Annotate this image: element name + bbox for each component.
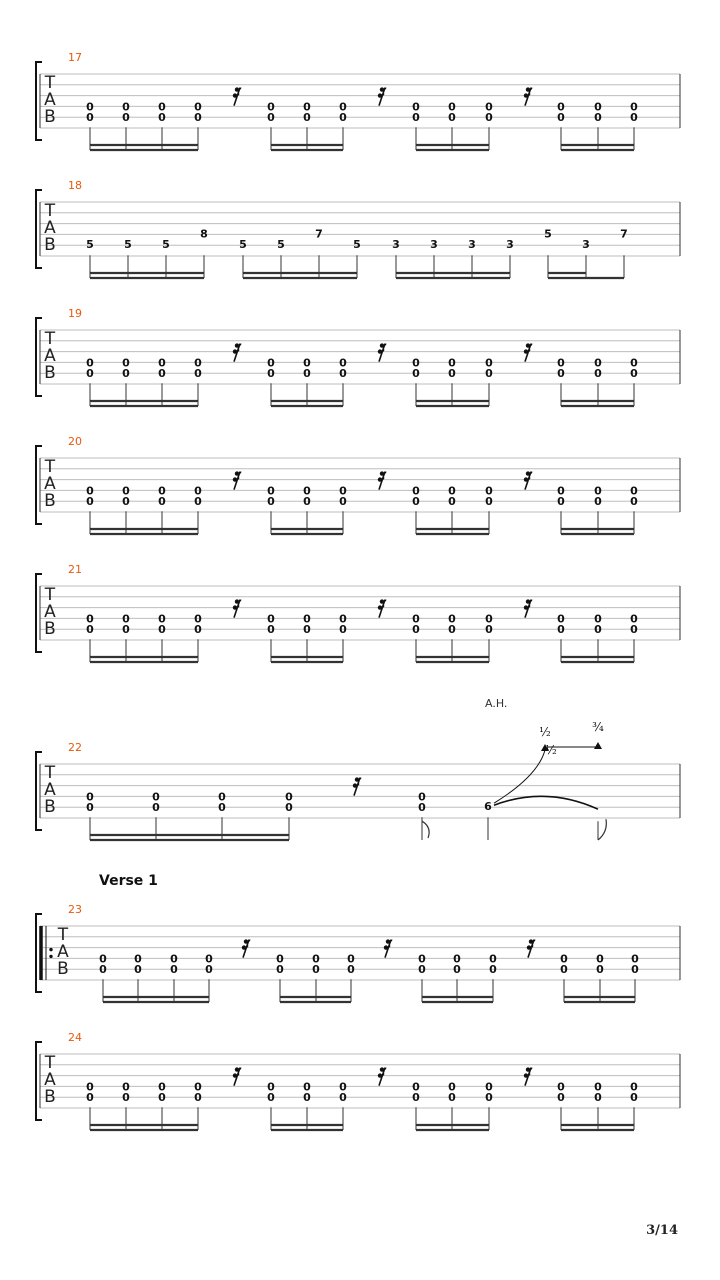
fret-number: 0	[485, 356, 493, 370]
tab-clef-letter: B	[44, 363, 56, 383]
repeat-dot	[49, 955, 52, 958]
fret-number: 0	[631, 952, 639, 966]
fret-number: 0	[594, 623, 602, 637]
fret-number: 5	[162, 238, 170, 252]
tab-system-17	[36, 51, 680, 150]
fret-number: 0	[303, 111, 311, 125]
fret-number: 0	[489, 952, 497, 966]
fret-number: 0	[557, 484, 565, 498]
fret-number: 0	[205, 952, 213, 966]
fret-number: 0	[594, 612, 602, 626]
fret-number: 0	[99, 952, 107, 966]
fret-number: 0	[448, 1091, 456, 1105]
tab-clef-letter: T	[44, 763, 56, 783]
fret-number: 0	[339, 367, 347, 381]
fret-number: 0	[122, 367, 130, 381]
fret-number: 0	[557, 495, 565, 509]
tab-clef-letter: B	[57, 959, 69, 979]
fret-number: 0	[158, 356, 166, 370]
fret-number: 0	[418, 963, 426, 977]
fret-number: 0	[303, 367, 311, 381]
fret-number: 0	[122, 111, 130, 125]
bend-amount-three-quarter: ¾	[592, 720, 604, 734]
tab-clef-letter: B	[44, 107, 56, 127]
fret-number: 0	[630, 1091, 638, 1105]
fret-number: 0	[303, 100, 311, 114]
fret-number: 3	[392, 238, 400, 252]
fret-number: 0	[412, 623, 420, 637]
fret-number: 3	[468, 238, 476, 252]
tab-clef-letter: B	[44, 797, 56, 817]
fret-number: 0	[557, 356, 565, 370]
sixteenth-rest	[233, 87, 241, 105]
fret-number: 0	[630, 367, 638, 381]
fret-number: 0	[557, 367, 565, 381]
fret-number: 0	[630, 100, 638, 114]
fret-number: 0	[122, 623, 130, 637]
measure-number: 23	[68, 903, 82, 916]
fret-number: 0	[276, 963, 284, 977]
bend-release-half: ½	[545, 743, 557, 757]
tab-system-22	[36, 697, 680, 840]
tab-clef-letter: T	[44, 457, 56, 477]
fret-number: 0	[303, 495, 311, 509]
fret-number: 6	[484, 800, 492, 814]
fret-number: 0	[194, 1080, 202, 1094]
fret-number: 0	[158, 100, 166, 114]
fret-number: 0	[122, 612, 130, 626]
fret-number: 7	[620, 227, 628, 241]
fret-number: 0	[267, 100, 275, 114]
sixteenth-rest	[233, 471, 241, 489]
fret-number: 0	[267, 612, 275, 626]
fret-number: 0	[631, 963, 639, 977]
fret-number: 0	[485, 1091, 493, 1105]
fret-number: 0	[412, 1091, 420, 1105]
fret-number: 0	[158, 1091, 166, 1105]
fret-number: 0	[339, 623, 347, 637]
fret-number: 0	[194, 100, 202, 114]
note-flag	[598, 819, 606, 840]
tab-clef-letter: A	[44, 90, 56, 110]
tab-clef-letter: A	[57, 942, 69, 962]
fret-number: 0	[312, 963, 320, 977]
tab-system-18	[36, 179, 680, 278]
fret-number: 0	[267, 356, 275, 370]
tab-clef-letter: A	[44, 346, 56, 366]
tab-clef-letter: A	[44, 474, 56, 494]
tab-clef-letter: T	[57, 925, 69, 945]
fret-number: 5	[353, 238, 361, 252]
fret-number: 0	[485, 1080, 493, 1094]
fret-number: 0	[557, 1091, 565, 1105]
fret-number: 0	[170, 963, 178, 977]
fret-number: 0	[205, 963, 213, 977]
fret-number: 8	[200, 227, 208, 241]
fret-number: 0	[86, 623, 94, 637]
fret-number: 0	[86, 1091, 94, 1105]
fret-number: 0	[194, 484, 202, 498]
fret-number: 0	[594, 1080, 602, 1094]
fret-number: 0	[303, 484, 311, 498]
fret-number: 3	[506, 238, 514, 252]
fret-number: 0	[448, 100, 456, 114]
measure-number: 17	[68, 51, 82, 64]
tab-clef-letter: A	[44, 1070, 56, 1090]
fret-number: 3	[582, 238, 590, 252]
fret-number: 5	[124, 238, 132, 252]
fret-number: 0	[594, 100, 602, 114]
fret-number: 0	[557, 100, 565, 114]
fret-number: 0	[194, 1091, 202, 1105]
measure-number: 18	[68, 179, 82, 192]
fret-number: 0	[86, 356, 94, 370]
harmonic-label: A.H.	[485, 697, 508, 710]
tab-clef-letter: T	[44, 201, 56, 221]
fret-number: 0	[339, 612, 347, 626]
fret-number: 0	[630, 484, 638, 498]
tab-clef-letter: A	[44, 602, 56, 622]
fret-number: 0	[448, 612, 456, 626]
sixteenth-rest	[378, 343, 386, 361]
fret-number: 0	[339, 356, 347, 370]
fret-number: 0	[557, 623, 565, 637]
fret-number: 0	[485, 484, 493, 498]
fret-number: 0	[412, 612, 420, 626]
fret-number: 0	[122, 1091, 130, 1105]
note-flag	[422, 821, 429, 838]
fret-number: 0	[347, 952, 355, 966]
measure-number: 22	[68, 741, 82, 754]
tab-system-20	[36, 435, 680, 534]
fret-number: 3	[430, 238, 438, 252]
fret-number: 0	[134, 963, 142, 977]
bend-curve	[494, 750, 545, 803]
fret-number: 0	[303, 356, 311, 370]
sixteenth-rest	[233, 599, 241, 617]
fret-number: 0	[194, 623, 202, 637]
fret-number: 5	[86, 238, 94, 252]
fret-number: 0	[485, 623, 493, 637]
fret-number: 0	[194, 495, 202, 509]
fret-number: 0	[339, 495, 347, 509]
fret-number: 0	[170, 952, 178, 966]
sixteenth-rest	[378, 471, 386, 489]
sixteenth-rest	[527, 939, 535, 957]
fret-number: 0	[339, 1080, 347, 1094]
fret-number: 0	[485, 612, 493, 626]
fret-number: 0	[218, 790, 226, 804]
tab-clef-letter: T	[44, 585, 56, 605]
fret-number: 0	[630, 623, 638, 637]
fret-number: 0	[86, 1080, 94, 1094]
fret-number: 0	[86, 367, 94, 381]
fret-number: 0	[122, 484, 130, 498]
fret-number: 0	[158, 484, 166, 498]
tab-system-19	[36, 307, 680, 406]
measure-number: 20	[68, 435, 82, 448]
fret-number: 0	[557, 111, 565, 125]
fret-number: 0	[448, 623, 456, 637]
fret-number: 0	[158, 1080, 166, 1094]
fret-number: 0	[86, 100, 94, 114]
tab-system-24	[36, 1031, 680, 1130]
fret-number: 0	[218, 801, 226, 815]
fret-number: 5	[544, 227, 552, 241]
fret-number: 0	[412, 495, 420, 509]
tab-clef-letter: T	[44, 1053, 56, 1073]
fret-number: 0	[412, 356, 420, 370]
fret-number: 0	[489, 963, 497, 977]
fret-number: 0	[448, 495, 456, 509]
page-number: 3/14	[646, 1223, 678, 1238]
fret-number: 0	[158, 367, 166, 381]
bend-amount-half: ½	[539, 725, 551, 739]
fret-number: 0	[412, 100, 420, 114]
fret-number: 0	[152, 790, 160, 804]
fret-number: 0	[630, 495, 638, 509]
fret-number: 0	[303, 623, 311, 637]
fret-number: 0	[418, 952, 426, 966]
fret-number: 0	[158, 623, 166, 637]
tab-system-21	[36, 563, 680, 662]
fret-number: 0	[418, 801, 426, 815]
fret-number: 0	[412, 484, 420, 498]
fret-number: 0	[485, 111, 493, 125]
sixteenth-rest	[524, 343, 532, 361]
fret-number: 0	[267, 111, 275, 125]
tab-clef-letter: A	[44, 218, 56, 238]
fret-number: 0	[158, 495, 166, 509]
fret-number: 0	[194, 612, 202, 626]
tab-clef-letter: B	[44, 1087, 56, 1107]
fret-number: 0	[448, 1080, 456, 1094]
fret-number: 0	[267, 495, 275, 509]
sixteenth-rest	[378, 599, 386, 617]
fret-number: 0	[86, 790, 94, 804]
fret-number: 0	[86, 801, 94, 815]
fret-number: 0	[86, 484, 94, 498]
fret-number: 0	[339, 484, 347, 498]
fret-number: 0	[560, 952, 568, 966]
fret-number: 0	[557, 1080, 565, 1094]
measure-number: 24	[68, 1031, 82, 1044]
fret-number: 0	[99, 963, 107, 977]
measure-number: 21	[68, 563, 82, 576]
fret-number: 0	[303, 1080, 311, 1094]
fret-number: 0	[122, 495, 130, 509]
fret-number: 0	[448, 111, 456, 125]
fret-number: 0	[303, 612, 311, 626]
fret-number: 0	[594, 484, 602, 498]
fret-number: 0	[194, 111, 202, 125]
fret-number: 0	[303, 1091, 311, 1105]
fret-number: 0	[267, 484, 275, 498]
section-label: Verse 1	[99, 873, 158, 889]
measure-number: 19	[68, 307, 82, 320]
fret-number: 0	[122, 1080, 130, 1094]
fret-number: 0	[630, 1080, 638, 1094]
fret-number: 5	[277, 238, 285, 252]
fret-number: 0	[596, 963, 604, 977]
fret-number: 0	[158, 111, 166, 125]
tab-clef-letter: T	[44, 73, 56, 93]
fret-number: 0	[485, 495, 493, 509]
sixteenth-rest	[524, 1067, 532, 1085]
fret-number: 0	[448, 367, 456, 381]
fret-number: 0	[485, 367, 493, 381]
sixteenth-rest	[524, 599, 532, 617]
sixteenth-rest	[524, 471, 532, 489]
fret-number: 0	[418, 790, 426, 804]
tab-clef-letter: T	[44, 329, 56, 349]
fret-number: 0	[630, 356, 638, 370]
fret-number: 0	[285, 790, 293, 804]
fret-number: 0	[312, 952, 320, 966]
sixteenth-rest	[242, 939, 250, 957]
tab-clef-letter: B	[44, 491, 56, 511]
fret-number: 0	[596, 952, 604, 966]
repeat-dot	[49, 948, 52, 951]
fret-number: 0	[594, 356, 602, 370]
fret-number: 0	[267, 623, 275, 637]
sixteenth-rest	[233, 1067, 241, 1085]
fret-number: 0	[412, 367, 420, 381]
fret-number: 0	[485, 100, 493, 114]
fret-number: 5	[239, 238, 247, 252]
fret-number: 0	[276, 952, 284, 966]
sixteenth-rest	[378, 87, 386, 105]
tab-clef-letter: B	[44, 235, 56, 255]
fret-number: 0	[158, 612, 166, 626]
sixteenth-rest	[233, 343, 241, 361]
bend-arrowhead	[594, 742, 602, 749]
tab-clef-letter: B	[44, 619, 56, 639]
fret-number: 0	[339, 100, 347, 114]
fret-number: 0	[194, 367, 202, 381]
fret-number: 0	[594, 111, 602, 125]
fret-number: 0	[339, 111, 347, 125]
sixteenth-rest	[524, 87, 532, 105]
fret-number: 0	[267, 367, 275, 381]
fret-number: 0	[285, 801, 293, 815]
fret-number: 0	[267, 1091, 275, 1105]
fret-number: 0	[86, 612, 94, 626]
fret-number: 0	[194, 356, 202, 370]
fret-number: 0	[453, 963, 461, 977]
fret-number: 0	[630, 612, 638, 626]
sixteenth-rest	[384, 939, 392, 957]
sixteenth-rest	[353, 777, 361, 795]
fret-number: 0	[122, 100, 130, 114]
tab-clef-letter: A	[44, 780, 56, 800]
fret-number: 0	[453, 952, 461, 966]
fret-number: 0	[339, 1091, 347, 1105]
fret-number: 0	[448, 356, 456, 370]
fret-number: 0	[557, 612, 565, 626]
fret-number: 0	[86, 111, 94, 125]
fret-number: 0	[347, 963, 355, 977]
fret-number: 0	[267, 1080, 275, 1094]
fret-number: 0	[594, 495, 602, 509]
fret-number: 7	[315, 227, 323, 241]
fret-number: 0	[122, 356, 130, 370]
fret-number: 0	[594, 1091, 602, 1105]
sixteenth-rest	[378, 1067, 386, 1085]
fret-number: 0	[560, 963, 568, 977]
tab-system-23	[36, 873, 680, 1002]
fret-number: 0	[412, 1080, 420, 1094]
fret-number: 0	[412, 111, 420, 125]
fret-number: 0	[630, 111, 638, 125]
fret-number: 0	[86, 495, 94, 509]
fret-number: 0	[448, 484, 456, 498]
fret-number: 0	[134, 952, 142, 966]
fret-number: 0	[152, 801, 160, 815]
fret-number: 0	[594, 367, 602, 381]
tab-systems	[36, 51, 680, 1130]
